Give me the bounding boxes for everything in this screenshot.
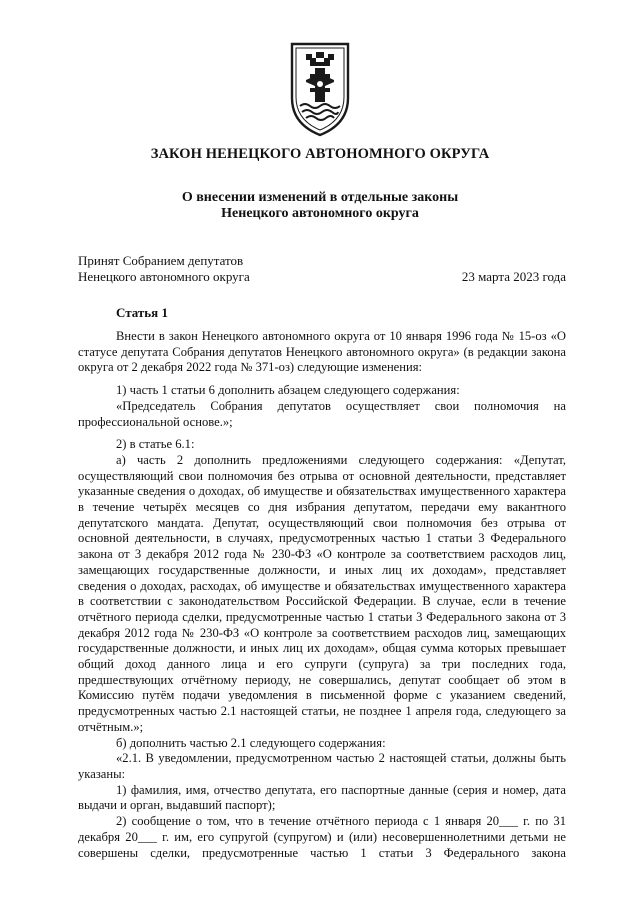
paragraph: а) часть 2 дополнить предложениями следующего содержания: «Депутат, осуществляющий свои полномочия без отрыва от основной деятельности, представляет указанные сведения о доходах, об имуществе и обязательствах имущественного характера в течение четырёх месяцев со дня избрания депутатом, передачи ему вакантного депутатского мандата. Депутат, осуществляющий свои полномочия без отрыва от основной деятельности, в случаях, предусмотренных частью 1 статьи 3 Федерального закона от 3 декабря 2012 года № 230-ФЗ «О контроле за соответствием расходов лиц, замещающих государственные должности, и иных лиц их доходам», представляет сведения о доходах, расходах, об имуществе и обязательствах имущественного характера в соответствии с законодательством Российской Федерации. В случае, если в течение отчётного периода сделки, предусмотренные частью 1 статьи 3 Федерального закона от 3 декабря 2012 года № 230-ФЗ «О контроле за соответствием расходов лиц, замещающих государственные должности, и иных лиц их доходам», общая сумма которых превышает общий доход данного лица и его супруги (супруга) за три последних года, предшествующих отчётному периоду, не совершались, депутат сообщает об этом в Комиссию путём подачи уведомления в письменной форме с указанием сведений, предусмотренных частью 2.1 настоящей статьи, не позднее 1 апреля года, следующего за отчётным.»; [78,452,566,734]
article-body [78,329,566,861]
paragraph: 1) фамилия, имя, отчество депутата, его паспортные данные (серия и номер, дата выдачи и орган, выдавший паспорт); [78,782,566,813]
paragraph: Внести в закон Ненецкого автономного округа от 10 января 1996 года № 15-оз «О статусе депутата Собрания депутатов Ненецкого автономного округа» (в редакции закона округа от 2 декабря 2022 года № 371-оз) следующие изменения: [78,329,566,375]
adoption-block [78,253,566,285]
paragraph: «2.1. В уведомлении, предусмотренном частью 2 настоящей статьи, должны быть указаны: [78,751,566,781]
adoption-line-1: Принят Собранием депутатов [78,253,244,268]
law-subtitle-line-2: Ненецкого автономного округа [221,206,419,221]
paragraph: б) дополнить частью 2.1 следующего содержания: [116,735,386,750]
adoption-line-2: Ненецкого автономного округа [78,269,250,284]
paragraph: «Председатель Собрания депутатов осуществляет свои полномочия на профессиональной основе.»; [78,398,566,429]
paragraph: 1) часть 1 статьи 6 дополнить абзацем следующего содержания: [116,383,460,398]
paragraph: 2) сообщение о том, что в течение отчётного периода с 1 января 20___ г. по 31 декабря 20___ г. им, его супругой (супругом) и (или) несовершеннолетними детьми не совершены сделки, предусмотренные частью 1 статьи 3 Федерального закона [78,814,566,860]
coat-of-arms-icon [288,40,352,138]
law-subtitle-line-1: О внесении изменений в отдельные законы [181,190,459,205]
article-heading: Статья 1 [116,305,168,320]
law-title: ЗАКОН НЕНЕЦКОГО АВТОНОМНОГО ОКРУГА [150,146,490,162]
adoption-date: 23 марта 2023 года [461,269,566,284]
paragraph: 2) в статье 6.1: [116,437,195,452]
